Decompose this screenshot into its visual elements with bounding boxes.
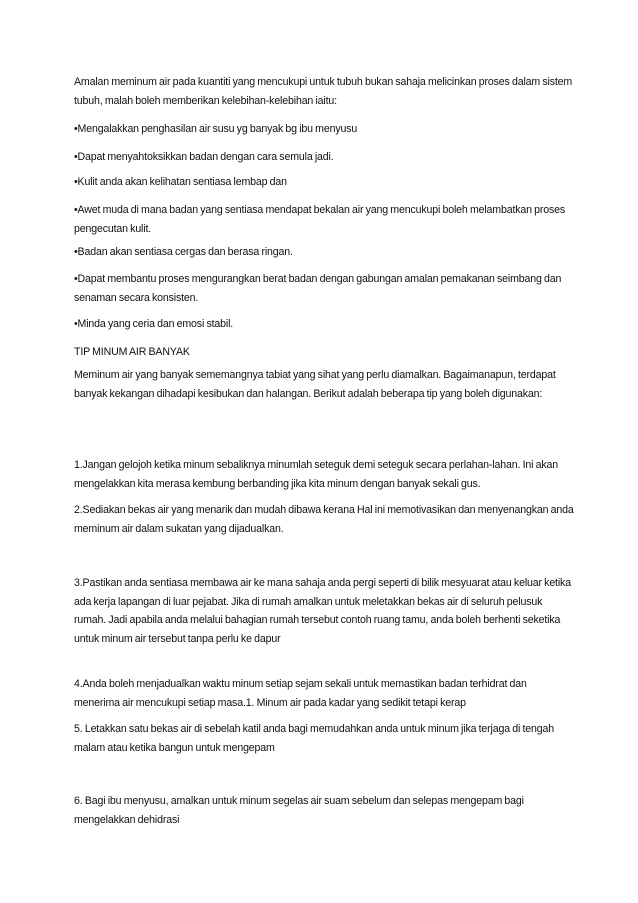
benefit-item: •Kulit anda akan kelihatan sentiasa lembap dan bbox=[74, 176, 287, 188]
tip-paragraph: 2.Sediakan bekas air yang menarik dan mudah dibawa kerana Hal ini memotivasikan dan menyenangkan anda meminum air dalam sukatan yang dijadualkan. bbox=[74, 504, 574, 535]
tips-intro-paragraph: Meminum air yang banyak sememangnya tabiat yang sihat yang perlu diamalkan. Bagaimanapun, terdapat banyak kekangan dihadapi kesibukan dan halangan. Berikut adalah beberapa tip yang boleh digunakan: bbox=[74, 369, 556, 400]
benefit-item: •Badan akan sentiasa cergas dan berasa ringan. bbox=[74, 246, 293, 258]
tip-paragraph: 4.Anda boleh menjadualkan waktu minum setiap sejam sekali untuk memastikan badan terhidrat dan menerima air mencukupi setiap masa.1. Minum air pada kadar yang sedikit tetapi kerap bbox=[74, 678, 527, 709]
benefit-item: •Awet muda di mana badan yang sentiasa mendapat bekalan air yang mencukupi boleh melambatkan proses pengecutan kulit. bbox=[74, 204, 566, 235]
benefit-item: •Minda yang ceria dan emosi stabil. bbox=[74, 318, 234, 330]
benefit-item: •Mengalakkan penghasilan air susu yg banyak bg ibu menyusu bbox=[74, 123, 358, 135]
benefit-item: •Dapat membantu proses mengurangkan berat badan dengan gabungan amalan pemakanan seimbang dan senaman secara konsisten. bbox=[74, 273, 562, 304]
tip-paragraph: 5. Letakkan satu bekas air di sebelah katil anda bagi memudahkan anda untuk minum jika terjaga di tengah malam atau ketika bangun untuk mengepam bbox=[74, 723, 555, 754]
intro-paragraph: Amalan meminum air pada kuantiti yang mencukupi untuk tubuh bukan sahaja melicinkan proses dalam sistem tubuh, malah boleh memberikan kelebihan-kelebihan iaitu: bbox=[74, 76, 573, 107]
tip-paragraph: 3.Pastikan anda sentiasa membawa air ke mana sahaja anda pergi seperti di bilik mesyuarat atau keluar ketika ada kerja lapangan di luar pejabat. Jika di rumah amalkan untuk meletakkan bekas air di seluruh pelusuk rumah. Jadi apabila anda melalui bahagian rumah tersebut contoh ruang tamu, anda boleh berhenti seketika untuk minum air tersebut tanpa perlu ke dapur bbox=[74, 577, 571, 645]
tip-paragraph: 1.Jangan gelojoh ketika minum sebaliknya minumlah seteguk demi seteguk secara perlahan-lahan. Ini akan mengelakkan kita merasa kembung berbanding jika kita minum dengan banyak sekali gus. bbox=[74, 459, 558, 490]
section-heading: TIP MINUM AIR BANYAK bbox=[74, 346, 190, 358]
tip-paragraph: 6. Bagi ibu menyusu, amalkan untuk minum segelas air suam sebelum dan selepas mengepam bagi mengelakkan dehidrasi bbox=[74, 795, 524, 826]
benefit-item: •Dapat menyahtoksikkan badan dengan cara semula jadi. bbox=[74, 151, 334, 163]
